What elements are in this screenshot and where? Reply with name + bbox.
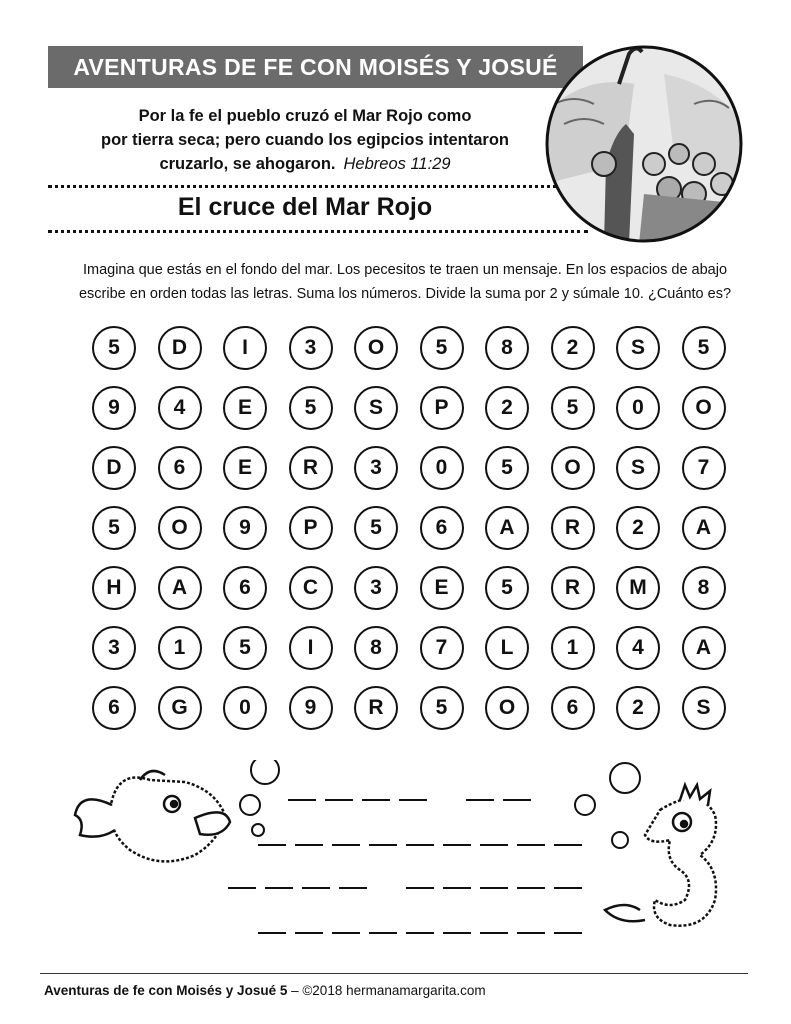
- grid-cell: 5: [289, 386, 333, 430]
- grid-cell: 2: [551, 326, 595, 370]
- grid-cell: 4: [616, 626, 660, 670]
- grid-cell: S: [354, 386, 398, 430]
- grid-cell: 0: [223, 686, 267, 730]
- dotted-divider-bottom: [48, 230, 588, 233]
- grid-cell: D: [158, 326, 202, 370]
- grid-cell: 5: [92, 326, 136, 370]
- grid-cell: D: [92, 446, 136, 490]
- grid-cell: I: [223, 326, 267, 370]
- grid-cell: O: [354, 326, 398, 370]
- grid-cell: E: [223, 386, 267, 430]
- bible-verse: [60, 104, 550, 176]
- grid-cell: 7: [420, 626, 464, 670]
- page-banner: AVENTURAS DE FE CON MOISÉS Y JOSUÉ: [48, 46, 583, 88]
- page-title: El cruce del Mar Rojo: [177, 193, 433, 221]
- grid-cell: 5: [682, 326, 726, 370]
- grid-cell: S: [616, 326, 660, 370]
- verse-reference: Hebreos 11:29: [343, 155, 451, 173]
- grid-cell: O: [551, 446, 595, 490]
- instructions-line-2: escribe en orden todas las letras. Suma los números. Divide la suma por 2 y súmale 10. ¿Cuánto es?: [78, 286, 732, 302]
- grid-cell: 5: [485, 446, 529, 490]
- grid-cell: I: [289, 626, 333, 670]
- grid-cell: R: [551, 566, 595, 610]
- dotted-divider-top: [48, 185, 588, 188]
- grid-cell: P: [289, 506, 333, 550]
- grid-cell: O: [682, 386, 726, 430]
- grid-cell: A: [158, 566, 202, 610]
- grid-cell: R: [551, 506, 595, 550]
- grid-cell: E: [420, 566, 464, 610]
- verse-line-1: Por la fe el pueblo cruzó el Mar Rojo como: [138, 107, 472, 125]
- bubbles: [240, 760, 640, 848]
- grid-cell: 3: [92, 626, 136, 670]
- grid-cell: 8: [682, 566, 726, 610]
- grid-cell: 1: [551, 626, 595, 670]
- grid-cell: 5: [485, 566, 529, 610]
- grid-cell: E: [223, 446, 267, 490]
- grid-cell: 6: [551, 686, 595, 730]
- instructions-line-1: Imagina que estás en el fondo del mar. Los pecesitos te traen un mensaje. En los espacios de abajo: [82, 262, 728, 278]
- grid-cell: 6: [158, 446, 202, 490]
- grid-cell: 5: [92, 506, 136, 550]
- grid-cell: 2: [616, 686, 660, 730]
- grid-cell: 2: [616, 506, 660, 550]
- answer-blanks: [228, 800, 582, 933]
- grid-cell: A: [485, 506, 529, 550]
- grid-cell: 3: [354, 566, 398, 610]
- grid-cell: M: [616, 566, 660, 610]
- grid-cell: 4: [158, 386, 202, 430]
- verse-line-2: por tierra seca; pero cuando los egipcios intentaron: [100, 131, 509, 149]
- grid-cell: S: [682, 686, 726, 730]
- fish-illustration: [75, 771, 230, 861]
- grid-cell: G: [158, 686, 202, 730]
- grid-cell: C: [289, 566, 333, 610]
- footer-title: Aventuras de fe con Moisés y Josué 5: [44, 983, 288, 998]
- footer-copyright: – ©2018 hermanamargarita.com: [287, 983, 486, 998]
- grid-cell: 8: [485, 326, 529, 370]
- grid-cell: 3: [354, 446, 398, 490]
- grid-cell: R: [289, 446, 333, 490]
- grid-cell: L: [485, 626, 529, 670]
- grid-cell: 3: [289, 326, 333, 370]
- grid-cell: A: [682, 506, 726, 550]
- grid-cell: 5: [420, 326, 464, 370]
- grid-cell: R: [354, 686, 398, 730]
- grid-cell: 7: [682, 446, 726, 490]
- grid-cell: 6: [420, 506, 464, 550]
- grid-cell: 5: [354, 506, 398, 550]
- grid-cell: 0: [616, 386, 660, 430]
- red-sea-crossing-illustration: [544, 44, 744, 244]
- answer-area: [0, 760, 791, 960]
- grid-cell: S: [616, 446, 660, 490]
- grid-cell: O: [485, 686, 529, 730]
- instructions: [40, 258, 770, 306]
- grid-cell: 0: [420, 446, 464, 490]
- grid-cell: P: [420, 386, 464, 430]
- footer: [44, 983, 486, 998]
- grid-cell: 9: [92, 386, 136, 430]
- grid-cell: 2: [485, 386, 529, 430]
- grid-cell: 1: [158, 626, 202, 670]
- grid-cell: 6: [92, 686, 136, 730]
- grid-cell: A: [682, 626, 726, 670]
- grid-cell: H: [92, 566, 136, 610]
- grid-cell: 5: [551, 386, 595, 430]
- grid-cell: 9: [223, 506, 267, 550]
- grid-cell: 8: [354, 626, 398, 670]
- grid-cell: 5: [420, 686, 464, 730]
- verse-line-3: cruzarlo, se ahogaron.: [159, 155, 336, 173]
- grid-cell: 6: [223, 566, 267, 610]
- grid-cell: 5: [223, 626, 267, 670]
- grid-cell: 9: [289, 686, 333, 730]
- grid-cell: O: [158, 506, 202, 550]
- footer-divider: [40, 973, 748, 974]
- seahorse-illustration: [605, 785, 716, 926]
